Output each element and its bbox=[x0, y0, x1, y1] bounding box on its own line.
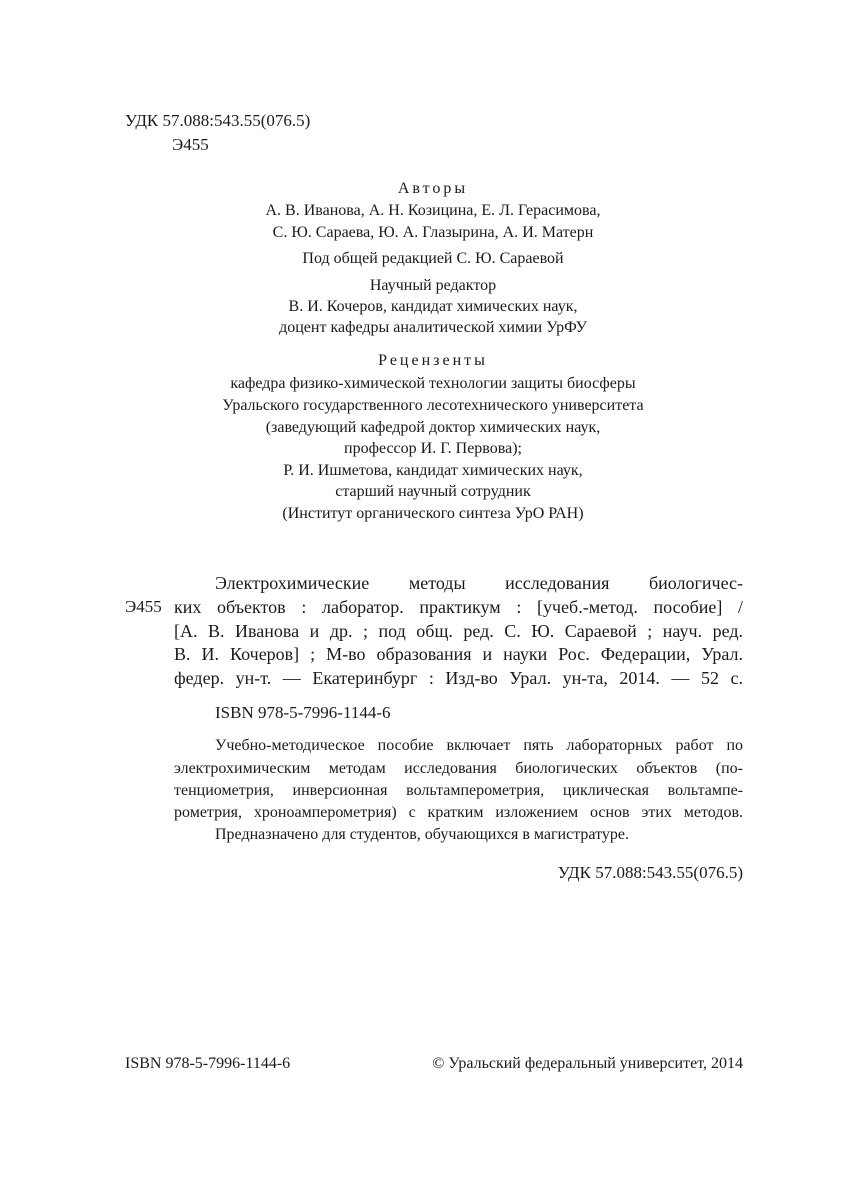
bib-line: федер. ун-т. — Екатеринбург : Изд-во Урал. ун-та, 2014. — 52 с. bbox=[174, 668, 743, 688]
reviewer-line: старший научный сотрудник bbox=[335, 483, 531, 500]
annotation-audience: Предназначено для студентов, обучающихся в магистратуре. bbox=[215, 826, 629, 843]
reviewer-line: Р. И. Ишметова, кандидат химических наук, bbox=[283, 462, 583, 479]
footer-isbn: ISBN 978-5-7996-1144-6 bbox=[125, 1055, 291, 1072]
annotation-line: рометрия, хроноамперометрия) с кратким изложением основ этих методов. bbox=[174, 804, 743, 821]
annotation-line: электрохимическим методам исследования биологических объектов (по- bbox=[174, 760, 743, 777]
bib-line: Электрохимические методы исследования биологичес- bbox=[215, 573, 743, 593]
scientific-editor-heading: Научный редактор bbox=[369, 277, 497, 294]
udc-bottom: УДК 57.088:543.55(076.5) bbox=[557, 863, 743, 882]
authors-line: А. В. Иванова, А. Н. Козицина, Е. Л. Герасимова, bbox=[265, 202, 601, 219]
annotation-line: Учебно-методическое пособие включает пять лабораторных работ по bbox=[215, 737, 743, 754]
copyright: © Уральский федеральный университет, 2014 bbox=[432, 1055, 743, 1072]
reviewer-line: (заведующий кафедрой доктор химических наук, bbox=[265, 419, 601, 436]
reviewer-line: Уральского государственного лесотехнического университета bbox=[222, 397, 644, 414]
reviewer-line: (Институт органического синтеза УрО РАН) bbox=[282, 505, 584, 522]
bib-isbn: ISBN 978-5-7996-1144-6 bbox=[215, 703, 391, 722]
bib-index: Э455 bbox=[125, 597, 162, 616]
author-mark: Э455 bbox=[172, 135, 209, 154]
annotation-line: тенциометрия, инверсионная вольтамперометрия, циклическая вольтампе- bbox=[174, 782, 743, 799]
bib-line: [А. В. Иванова и др. ; под общ. ред. С. Ю. Сараевой ; науч. ред. bbox=[174, 621, 743, 641]
scientific-editor-line: В. И. Кочеров, кандидат химических наук, bbox=[288, 298, 578, 315]
general-editor: Под общей редакцией С. Ю. Сараевой bbox=[302, 250, 564, 267]
bib-line: ких объектов : лаборатор. практикум : [учеб.-метод. пособие] / bbox=[174, 597, 743, 617]
authors-heading: Авторы bbox=[397, 180, 469, 197]
udc-code: УДК 57.088:543.55(076.5) bbox=[125, 111, 311, 130]
bib-line: В. И. Кочеров] ; М-во образования и науки Рос. Федерации, Урал. bbox=[174, 644, 743, 664]
scientific-editor-line: доцент кафедры аналитической химии УрФУ bbox=[279, 319, 587, 336]
reviewers-heading: Рецензенты bbox=[378, 352, 488, 369]
reviewer-line: кафедра физико-химической технологии защиты биосферы bbox=[230, 375, 636, 392]
authors-line: С. Ю. Сараева, Ю. А. Глазырина, А. И. Матерн bbox=[272, 224, 594, 241]
reviewer-line: профессор И. Г. Первова); bbox=[344, 440, 522, 457]
